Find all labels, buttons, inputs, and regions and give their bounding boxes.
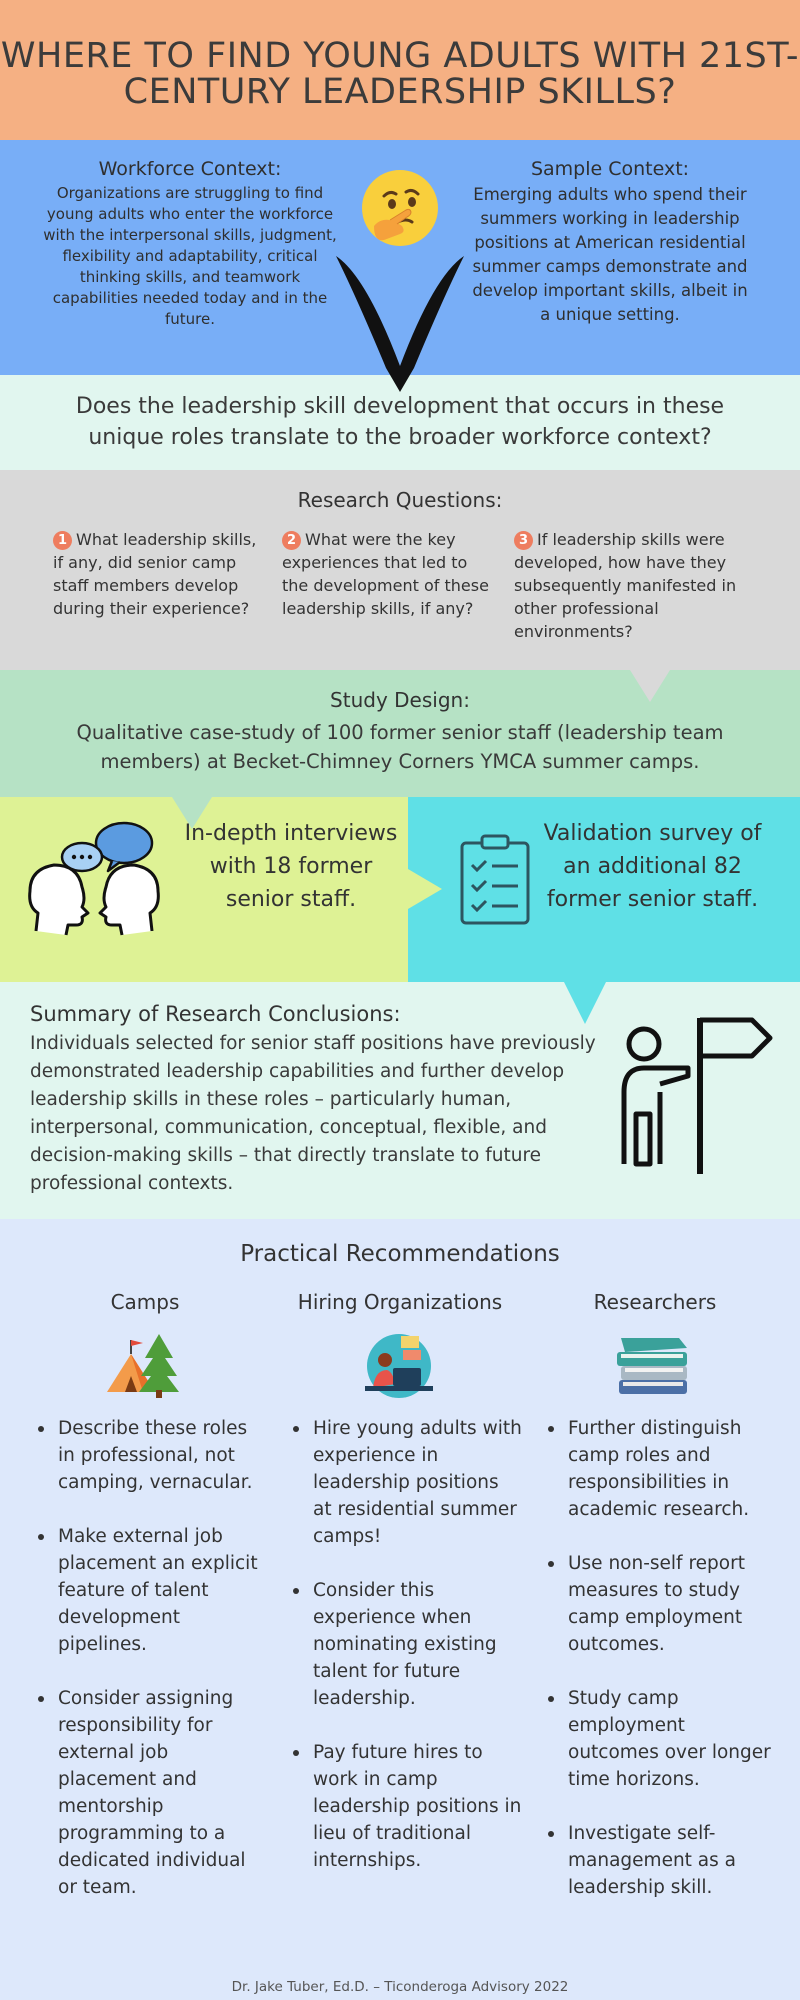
conclusions-section <box>0 982 800 1219</box>
tent-tree-icon <box>103 1330 183 1400</box>
methods-section <box>0 797 800 982</box>
section-pointer <box>564 982 606 1024</box>
study-design-text: Qualitative case-study of 100 former senior staff (leadership team members) at Becket-Chimney Corners YMCA summer camps. <box>76 721 724 773</box>
research-question-3 <box>514 528 754 643</box>
research-question-text: What were the key experiences that led to the development of these leadership skills, if any? <box>282 530 489 618</box>
header-banner <box>0 0 800 140</box>
workforce-context-text: Organizations are struggling to find young adults who enter the workforce with the interpersonal skills, judgment, flexibility and adaptability, critical thinking skills, and teamwork capabilities needed today and in the future. <box>43 184 337 328</box>
person-at-desk-icon <box>359 1330 439 1400</box>
sample-context-heading: Sample Context: <box>530 158 690 180</box>
conclusions-heading: Summary of Research Conclusions: <box>30 1002 401 1026</box>
central-question: Does the leadership skill development that occurs in these unique roles translate to the broader workforce context? <box>75 394 725 450</box>
page-title: WHERE TO FIND YOUNG ADULTS WITH 21ST-CENTURY LEADERSHIP SKILLS? <box>0 36 800 112</box>
recommendations-heading: Practical Recommendations <box>240 1241 560 1267</box>
recommendations-list-camps <box>38 1415 268 1928</box>
research-questions-heading: Research Questions: <box>297 488 503 512</box>
down-arrow-icon <box>336 256 464 396</box>
recommendation-item: Hire young adults with experience in leadership positions at residential summer camps! <box>293 1415 523 1550</box>
sample-context-text: Emerging adults who spend their summers working in leadership positions at American residential summer camps demonstrate and develop important skills, albeit in a unique setting. <box>472 185 748 324</box>
number-badge-1: 1 <box>53 531 72 550</box>
conversation-heads-icon <box>24 821 164 941</box>
thinking-face-icon <box>360 168 440 248</box>
number-badge-2: 2 <box>282 531 301 550</box>
research-question-text: If leadership skills were developed, how have they subsequently manifested in other professional environments? <box>514 530 737 641</box>
recommendations-section <box>0 1219 800 2000</box>
number-badge-3: 3 <box>514 531 533 550</box>
interviews-text: In-depth interviews with 18 former senior staff. <box>184 821 398 912</box>
panel-pointer <box>408 869 442 909</box>
study-design-heading: Study Design: <box>330 688 470 712</box>
sample-context <box>465 157 755 327</box>
recommendation-item: Investigate self-management as a leadership skill. <box>548 1820 780 1901</box>
recommendation-item: Study camp employment outcomes over longer time horizons. <box>548 1685 780 1793</box>
column-title-hiring: Hiring Organizations <box>297 1290 503 1314</box>
book-stack-icon <box>613 1330 693 1400</box>
workforce-context-heading: Workforce Context: <box>98 158 282 180</box>
research-questions-section <box>0 470 800 670</box>
recommendation-item: Consider assigning responsibility for external job placement and mentorship programming to a dedicated individual or team. <box>38 1685 268 1901</box>
clipboard-checklist-icon <box>458 833 532 925</box>
column-title-camps: Camps <box>110 1290 180 1314</box>
research-question-1 <box>53 528 263 620</box>
research-question-text: What leadership skills, if any, did senior camp staff members develop during their experience? <box>53 530 257 618</box>
recommendation-item: Make external job placement an explicit feature of talent development pipelines. <box>38 1523 268 1658</box>
recommendations-list-researchers <box>548 1415 780 1928</box>
research-question-2 <box>282 528 492 620</box>
workforce-context <box>40 157 340 330</box>
recommendation-item: Further distinguish camp roles and responsibilities in academic research. <box>548 1415 780 1523</box>
recommendation-item: Describe these roles in professional, not camping, vernacular. <box>38 1415 268 1496</box>
survey-text: Validation survey of an additional 82 former senior staff. <box>543 821 762 912</box>
study-design-section <box>0 670 800 797</box>
recommendation-item: Consider this experience when nominating existing talent for future leadership. <box>293 1577 523 1712</box>
conclusions-text: Individuals selected for senior staff positions have previously demonstrated leadership capabilities and further develop leadership skills in these roles – particularly human, interpersonal, communication, conceptual, flexible, and decision-making skills – that directly translate to future professional contexts. <box>30 1033 596 1194</box>
recommendations-list-hiring <box>293 1415 523 1901</box>
recommendation-item: Pay future hires to work in camp leadership positions in lieu of traditional internships. <box>293 1739 523 1874</box>
column-title-researchers: Researchers <box>593 1290 717 1314</box>
person-with-flag-icon <box>610 1014 780 1184</box>
recommendation-item: Use non-self report measures to study camp employment outcomes. <box>548 1550 780 1658</box>
footer-credit: Dr. Jake Tuber, Ed.D. – Ticonderoga Advisory 2022 <box>231 1979 569 1995</box>
